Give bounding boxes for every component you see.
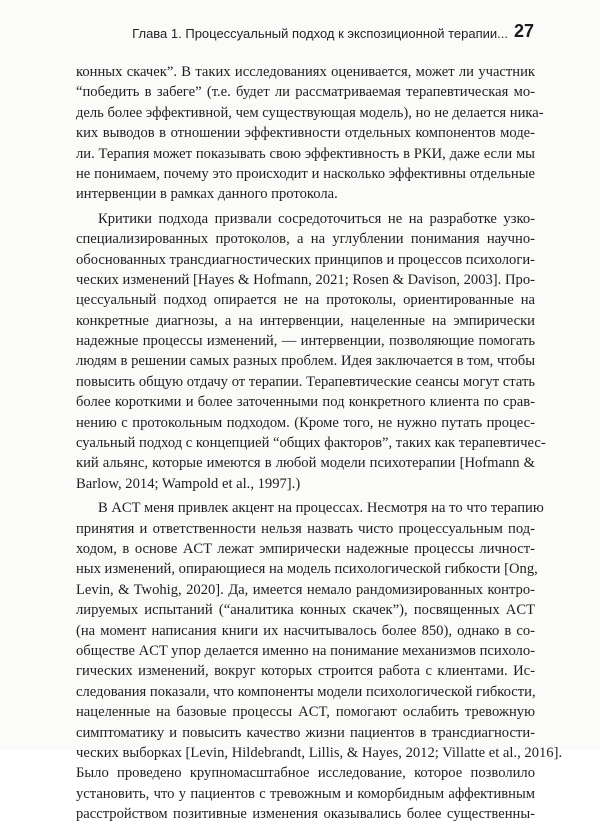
running-head: Глава 1. Процессуальный подход к экспозиционной терапии... [132, 26, 508, 41]
page-number: 27 [513, 21, 534, 41]
text-line: ких выводов в отношении эффективности отдельных компонентов моде- [76, 125, 535, 142]
body-text [76, 62, 563, 824]
text-line: ческих выборках [Levin, Hildebrandt, Lillis, & Hayes, 2012; Villatte et al., 2016]. [76, 744, 563, 761]
text-line: ходом, в основе ACT лежат эмпирически надежные процессы личност- [76, 540, 535, 557]
text-line: гических изменений, вокруг которых строится работа с клиентами. Ис- [76, 663, 535, 680]
text-line: (на момент написания книги их насчитывалось более 850), однако в со- [76, 622, 535, 639]
text-line: Было проведено крупномасштабное исследование, которое позволило [76, 765, 535, 782]
text-line: ных изменений, опирающиеся на модель психологической гибкости [Ong, [76, 561, 538, 578]
text-line: симптоматику и повысить качество жизни пациентов в трансдиагности- [76, 724, 535, 741]
text-line: расстройством позитивные изменения оказывались более существенны- [76, 806, 535, 823]
text-line: обществе ACT упор делается именно на понимание механизмов психоло- [76, 642, 535, 659]
text-line: специализированных протоколов, а на углублении понимания научно- [76, 231, 535, 248]
text-line: цессуальный подход опирается не на протоколы, ориентированные на [76, 292, 535, 309]
text-line: нацеленные на базовые процессы ACT, помогают ослабить тревожную [76, 704, 535, 721]
paragraph-1 [76, 62, 544, 205]
text-line: “победить в забеге” (т.е. будет ли рассматриваемая терапевтическая мо- [76, 84, 535, 101]
text-line: кий альянс, которые имеются в любой модели психотерапии [Hofmann & [76, 455, 535, 472]
text-line: суальный подход с концепцией “общих факторов”, таких как терапевтичес- [76, 435, 546, 452]
text-line: конкретные диагнозы, а на интервенции, нацеленные на эмпирически [76, 312, 535, 329]
paragraph-3 [76, 498, 563, 824]
text-line: не понимаем, почему это происходит и насколько эффективны отдельные [76, 165, 535, 182]
text-line: принятия и ответственности нельзя назвать чисто процессуальным под- [76, 520, 535, 537]
text-line: ческих изменений [Hayes & Hofmann, 2021; Rosen & Davison, 2003]. Про- [76, 271, 535, 288]
text-line: интервенции в рамках данного протокола. [76, 186, 338, 203]
text-line: повысить общую отдачу от терапии. Терапевтические сеансы могут стать [76, 373, 535, 390]
text-line: В ACT меня привлек акцент на процессах. Несмотря на то что терапию [98, 500, 544, 517]
text-line: дель более эффективной, чем существующая модель), но не делается ника- [76, 104, 544, 121]
text-line: конных скачек”. В таких исследованиях оценивается, может ли участник [76, 64, 535, 80]
paragraph-2 [76, 209, 546, 494]
text-line: следования показали, что компоненты модели психологической гибкости, [76, 683, 536, 700]
text-line: лируемых испытаний (“аналитика конных скачек”), посвященных ACT [76, 602, 535, 619]
text-line: надежные процессы изменений, — интервенции, позволяющие помогать [76, 333, 535, 350]
text-line: более короткими и более заточенными под конкретного клиента по срав- [76, 394, 535, 411]
text-line: Критики подхода призвали сосредоточиться не на разработке узко- [98, 210, 535, 227]
text-line: Barlow, 2014; Wampold et al., 1997].) [76, 475, 301, 492]
text-line: установить, что у пациентов с тревожным и коморбидным аффективным [76, 785, 535, 802]
text-line: Levin, & Twohig, 2020]. Да, имеется немало рандомизированных контро- [76, 581, 535, 598]
text-line: ли. Терапия может показывать свою эффективность в РКИ, даже если мы [76, 145, 535, 162]
text-line: нению с протокольным подходом. (Кроме того, не нужно путать процес- [76, 414, 535, 431]
text-line: обоснованных трансдиагностических принципов и процессов психологи- [76, 251, 535, 268]
text-line: людям в решении самых разных проблем. Идея заключается в том, чтобы [76, 353, 535, 370]
